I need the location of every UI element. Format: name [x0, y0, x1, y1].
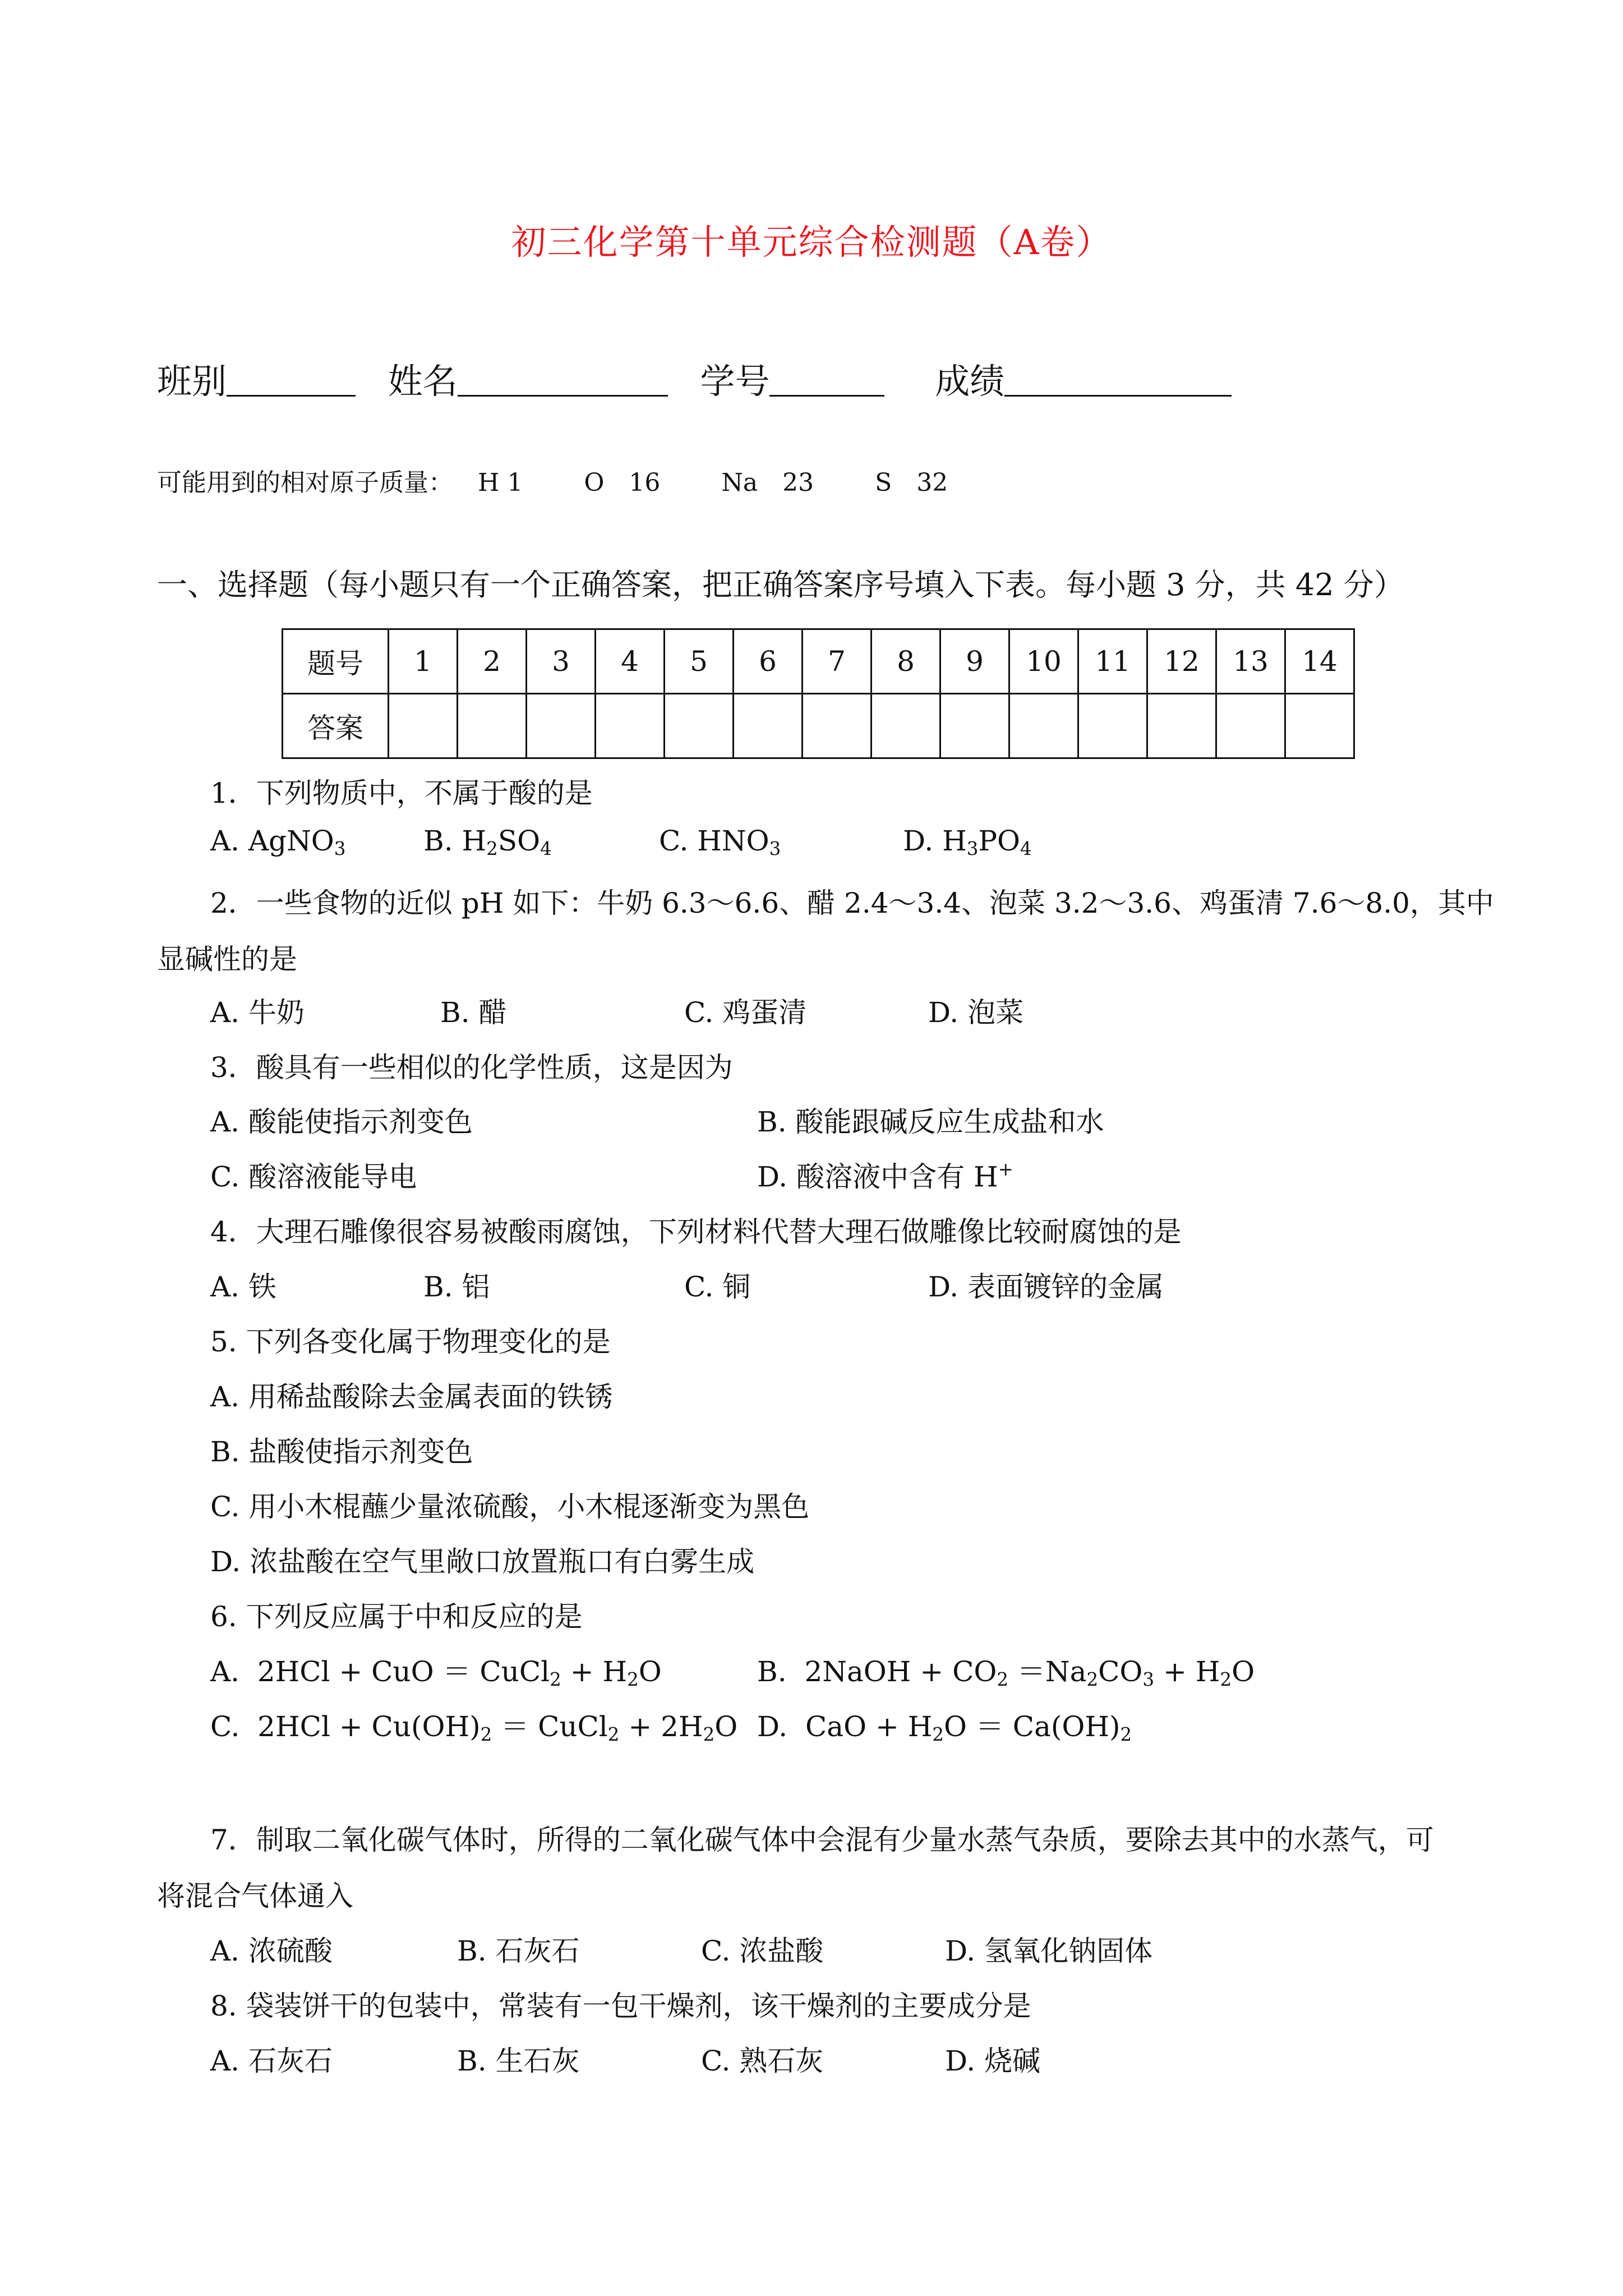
answer-cell[interactable] — [596, 694, 665, 758]
answer-cell[interactable] — [872, 694, 940, 758]
q1-option-d: D. $H_3PO_4$ — [903, 825, 1032, 860]
page-title: 初三化学第十单元综合检测题（A卷） — [511, 222, 1112, 263]
question-1-stem: 1．下列物质中，不属于酸的是 — [210, 777, 593, 809]
answer-cell[interactable] — [1285, 694, 1354, 758]
q1-option-b: B. $H_2SO_4$ — [423, 825, 552, 860]
name-label: 姓名 — [388, 361, 458, 402]
question-7-stem-cont: 将混合气体通入 — [157, 1880, 353, 1912]
q4-option-c: C. 铜 — [684, 1271, 751, 1303]
answer-cell[interactable] — [1216, 694, 1285, 758]
q8-option-a: A. 石灰石 — [210, 2045, 333, 2077]
answer-cell[interactable] — [665, 694, 734, 758]
mass-h: H 1 — [478, 468, 523, 497]
mass-s: S 32 — [875, 468, 948, 497]
q3-option-b: B. 酸能跟碱反应生成盐和水 — [757, 1106, 1104, 1138]
q8-option-b: B. 生石灰 — [457, 2045, 580, 2077]
question-number-cell: 2 — [458, 629, 527, 694]
q6-option-d: D. CaO + $H_2O = Ca(OH)_2$ — [757, 1710, 1132, 1746]
q6-option-a: A. 2HCl + CuO ＝ CuCl$_2$ + $H_2O$ — [210, 1655, 662, 1691]
q8-option-c: C. 熟石灰 — [701, 2045, 824, 2077]
q4-option-d: D. 表面镀锌的金属 — [928, 1271, 1164, 1303]
q1-option-a: A. AgNO$_3$ — [210, 825, 346, 860]
question-number-cell: 10 — [1009, 629, 1078, 694]
q7-option-d: D. 氢氧化钠固体 — [945, 1935, 1153, 1967]
score-label: 成绩 — [935, 361, 1005, 402]
q2-option-b: B. 醋 — [440, 996, 507, 1029]
class-label: 班别 — [157, 361, 227, 402]
answer-cell[interactable] — [389, 694, 458, 758]
answer-table-number-row — [283, 629, 1354, 694]
question-number-cell: 7 — [803, 629, 872, 694]
score-blank[interactable] — [1004, 362, 1232, 397]
q5-option-d: D. 浓盐酸在空气里敞口放置瓶口有白雾生成 — [210, 1545, 755, 1578]
question-2-stem: 2．一些食物的近似 pH 如下：牛奶 6.3～6.6、醋 2.4～3.4、泡菜 3.2～3.6、鸡蛋清 7.6～8.0，其中 — [210, 887, 1494, 919]
answer-cell[interactable] — [803, 694, 872, 758]
answer-table — [282, 628, 1355, 759]
answer-cell[interactable] — [1147, 694, 1216, 758]
question-5-stem: 5. 下列各变化属于物理变化的是 — [210, 1326, 611, 1358]
answer-table-answer-row — [283, 694, 1354, 758]
question-number-cell: 12 — [1147, 629, 1216, 694]
q5-option-a: A. 用稀盐酸除去金属表面的铁锈 — [210, 1381, 613, 1413]
q6-option-c: C. $2HCl + Cu(OH)_2$ ＝ CuCl$_2$ + $2H_2O$ — [210, 1710, 738, 1746]
q3-option-d: D. 酸溶液中含有 H+ — [757, 1158, 1013, 1193]
answer-cell[interactable] — [1009, 694, 1078, 758]
question-number-cell: 6 — [734, 629, 803, 694]
atomic-mass-line — [157, 462, 948, 498]
q7-option-a: A. 浓硫酸 — [210, 1935, 333, 1967]
mass-o: O 16 — [584, 468, 661, 497]
class-blank[interactable] — [227, 362, 356, 397]
question-3-stem: 3．酸具有一些相似的化学性质，这是因为 — [210, 1051, 733, 1084]
atomic-mass-label: 可能用到的相对原子质量： — [157, 468, 453, 497]
question-number-cell: 8 — [872, 629, 940, 694]
answer-cell[interactable] — [458, 694, 527, 758]
answer-cell[interactable] — [1078, 694, 1147, 758]
q4-option-b: B. 铝 — [423, 1271, 490, 1303]
answer-cell[interactable] — [734, 694, 803, 758]
q6-option-b: B. 2NaOH + $CO_2 =Na_2CO_3 + H_2O$ — [757, 1655, 1255, 1691]
question-6-stem: 6. 下列反应属于中和反应的是 — [210, 1600, 583, 1633]
question-8-stem: 8. 袋装饼干的包装中，常装有一包干燥剂，该干燥剂的主要成分是 — [210, 1990, 1031, 2022]
question-number-cell: 14 — [1285, 629, 1354, 694]
q2-option-a: A. 牛奶 — [210, 996, 305, 1029]
question-number-cell: 11 — [1078, 629, 1147, 694]
question-2-stem-cont: 显碱性的是 — [157, 943, 297, 976]
question-4-stem: 4．大理石雕像很容易被酸雨腐蚀，下列材料代替大理石做雕像比较耐腐蚀的是 — [210, 1216, 1182, 1248]
section-heading: 一、选择题（每小题只有一个正确答案，把正确答案序号填入下表。每小题 3 分，共 42 分） — [157, 567, 1404, 602]
question-number-cell: 5 — [665, 629, 734, 694]
name-blank[interactable] — [458, 362, 668, 397]
q2-option-c: C. 鸡蛋清 — [684, 996, 807, 1029]
question-number-cell: 13 — [1216, 629, 1285, 694]
number-label: 学号 — [700, 361, 770, 402]
answer-cell[interactable] — [527, 694, 596, 758]
q7-option-b: B. 石灰石 — [457, 1935, 580, 1967]
row-label-number: 题号 — [283, 629, 389, 694]
q4-option-a: A. 铁 — [210, 1271, 276, 1303]
q5-option-c: C. 用小木棍蘸少量浓硫酸，小木棍逐渐变为黑色 — [210, 1490, 810, 1523]
answer-cell[interactable] — [940, 694, 1009, 758]
q2-option-d: D. 泡菜 — [928, 996, 1024, 1029]
number-blank[interactable] — [769, 362, 884, 397]
question-number-cell: 9 — [940, 629, 1009, 694]
q7-option-c: C. 浓盐酸 — [701, 1935, 824, 1967]
q5-option-b: B. 盐酸使指示剂变色 — [210, 1435, 473, 1468]
student-info-line — [157, 353, 1253, 403]
question-7-stem: 7．制取二氧化碳气体时，所得的二氧化碳气体中会混有少量水蒸气杂质，要除去其中的水蒸气，可 — [210, 1824, 1434, 1856]
mass-na: Na 23 — [721, 468, 814, 497]
q3-option-c: C. 酸溶液能导电 — [210, 1161, 417, 1193]
q3-option-a: A. 酸能使指示剂变色 — [210, 1106, 473, 1138]
row-label-answer: 答案 — [283, 694, 389, 758]
q1-option-c: C. $HNO_3$ — [659, 825, 781, 860]
question-number-cell: 3 — [527, 629, 596, 694]
q8-option-d: D. 烧碱 — [945, 2045, 1041, 2077]
question-number-cell: 4 — [596, 629, 665, 694]
question-number-cell: 1 — [389, 629, 458, 694]
